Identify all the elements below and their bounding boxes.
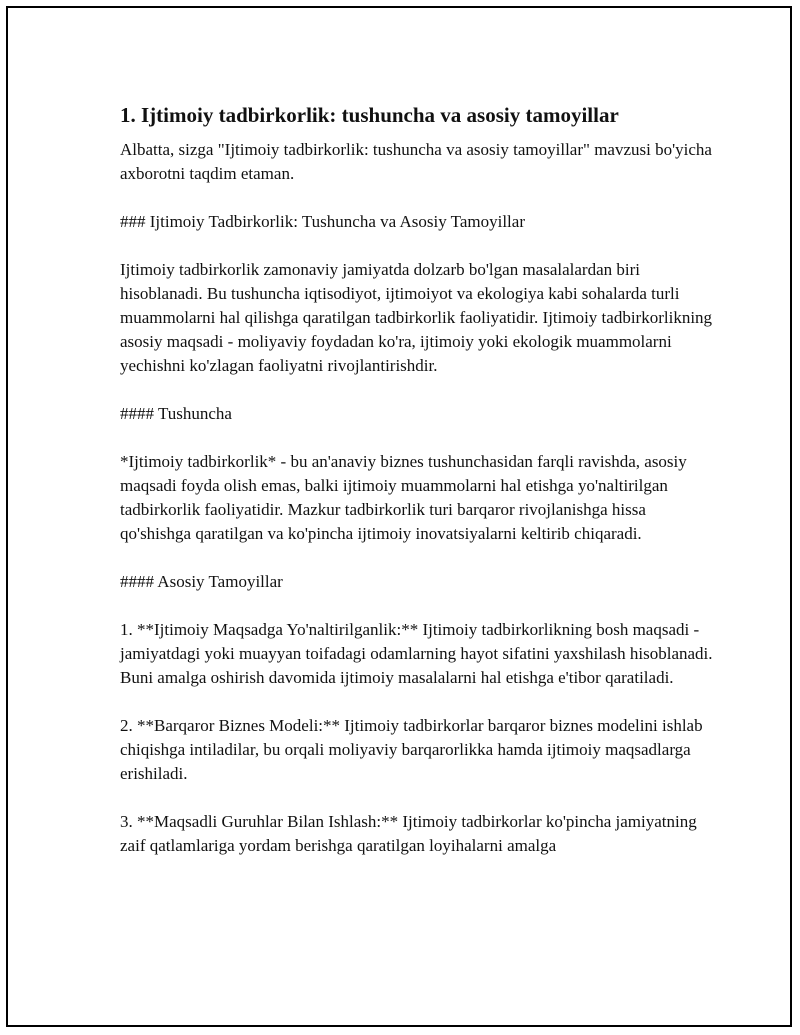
subheading-tushuncha: #### Tushuncha (120, 404, 232, 423)
subheading-tamoyillar: #### Asosiy Tamoyillar (120, 572, 283, 591)
overview-paragraph: Ijtimoiy tadbirkorlik zamonaviy jamiyatda dolzarb bo'lgan masalalardan biri hisoblanadi. Bu tushuncha iqtisodiyot, ijtimoiyot va ekologiya kabi sohalarda turli muammolarni hal qilishga qaratilgan tadbirkorlik faoliyatidir. Ijtimoiy tadbirkorlikning asosiy maqsadi - moliyaviy foydadan ko'ra, ijtimoiy yoki ekologik muammolarni yechishni ko'zlagan faoliyatni rivojlantirishdir. (120, 260, 713, 375)
page-frame (6, 6, 792, 1027)
section-heading: ### Ijtimoiy Tadbirkorlik: Tushuncha va Asosiy Tamoyillar (120, 212, 525, 231)
document-body (120, 102, 720, 882)
intro-paragraph: Albatta, sizga "Ijtimoiy tadbirkorlik: tushuncha va asosiy tamoyillar" mavzusi bo'yicha axborotni taqdim etaman. (120, 140, 712, 183)
principle-item-2: 2. **Barqaror Biznes Modeli:** Ijtimoiy tadbirkorlar barqaror biznes modelini ishlab chiqishga intiladilar, bu orqali moliyaviy barqarorlikka hamda ijtimoiy maqsadlarga erishiladi. (120, 716, 703, 783)
principle-item-3: 3. **Maqsadli Guruhlar Bilan Ishlash:** Ijtimoiy tadbirkorlar ko'pincha jamiyatning zaif qatlamlariga yordam berishga qaratilgan loyihalarni amalga (120, 812, 697, 855)
document-title: 1. Ijtimoiy tadbirkorlik: tushuncha va asosiy tamoyillar (120, 103, 619, 127)
principle-item-1: 1. **Ijtimoiy Maqsadga Yo'naltirilganlik:** Ijtimoiy tadbirkorlikning bosh maqsadi - jamiyatdagi yoki muayyan toifadagi odamlarning hayot sifatini yaxshilash hisoblanadi. Buni amalga oshirish davomida ijtimoiy masalalarni hal etishga e'tibor qaratiladi. (120, 620, 713, 687)
definition-paragraph: *Ijtimoiy tadbirkorlik* - bu an'anaviy biznes tushunchasidan farqli ravishda, asosiy maqsadi foyda olish emas, balki ijtimoiy muammolarni hal etishga yo'naltirilgan tadbirkorlik faoliyatidir. Mazkur tadbirkorlik turi barqaror rivojlanishga hissa qo'shishga qaratilgan va ko'pincha ijtimoiy inovatsiyalarni keltirib chiqaradi. (120, 452, 687, 543)
